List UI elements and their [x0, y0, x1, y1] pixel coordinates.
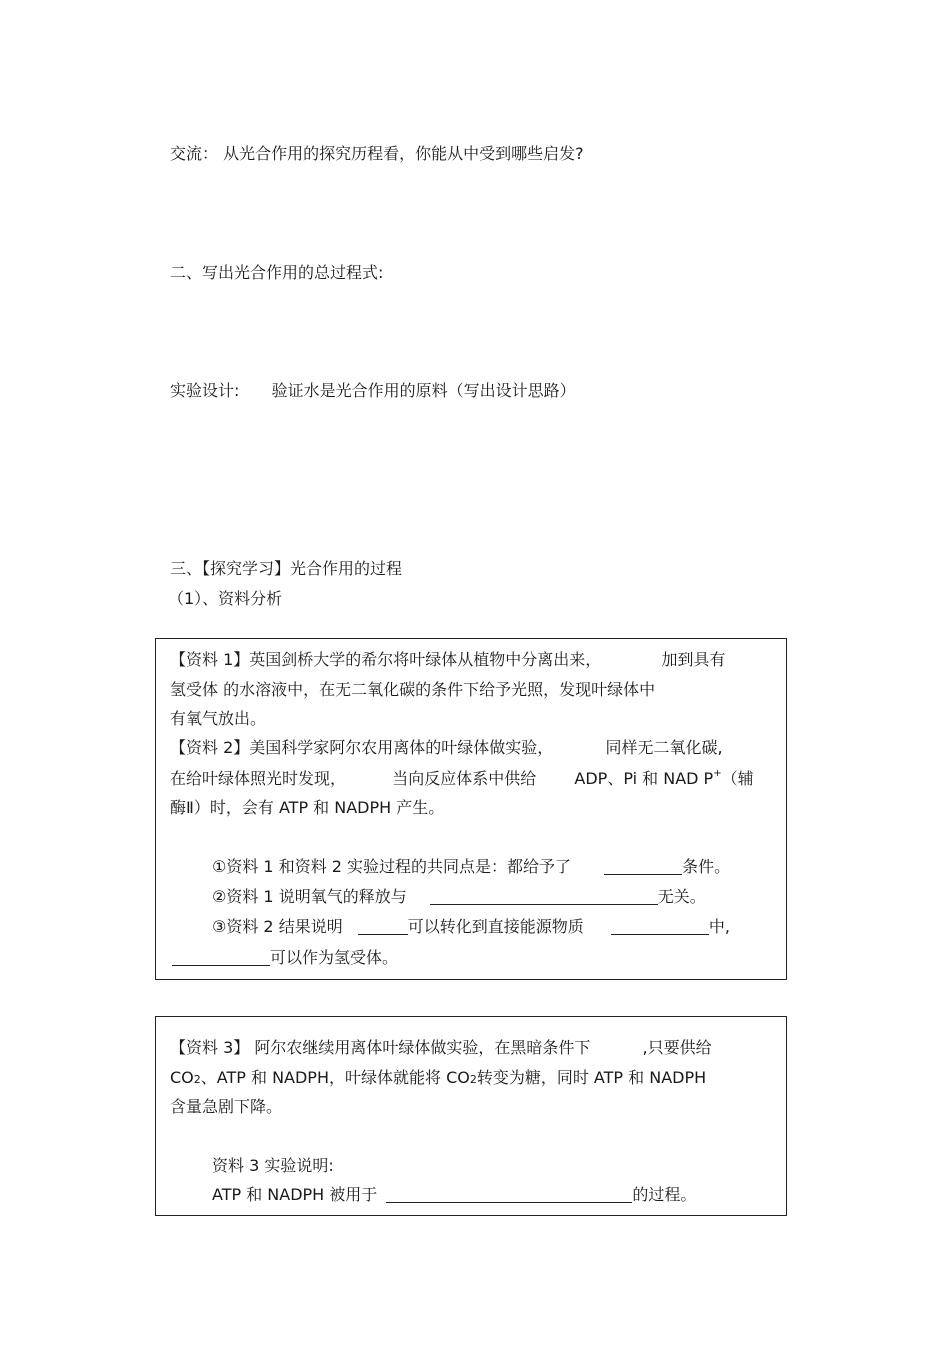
material-2-text: 【资料 2】美国科学家阿尔农用离体的叶绿体做实验，	[170, 738, 554, 757]
question-2	[212, 886, 706, 908]
question-3-text: ③资料 2 结果说明	[212, 917, 343, 936]
question-4	[212, 1184, 696, 1206]
question-3-end: 中,	[708, 917, 730, 936]
material-box-1	[155, 638, 787, 980]
material-1-text: 【资料 1】英国剑桥大学的希尔将叶绿体从植物中分离出来，	[170, 650, 602, 669]
material-2-text-b: 当向反应体系中供给	[392, 769, 537, 788]
material-1-line-1	[170, 649, 725, 671]
exchange-label: 交流：	[170, 144, 219, 163]
material-3-text-c: 转变为糖，同时 ATP 和 NADPH	[476, 1068, 707, 1087]
material-2-line-3: 酶Ⅱ）时，会有 ATP 和 NADPH 产生。	[170, 798, 445, 817]
answer-blank-1[interactable]	[604, 858, 682, 875]
material-3-line-2	[170, 1067, 706, 1091]
co2-text: CO	[170, 1068, 194, 1087]
answer-blank-5[interactable]	[172, 949, 270, 966]
subscript-2: 2	[469, 1073, 477, 1086]
material-box-2	[155, 1016, 787, 1216]
experiment-text: 验证水是光合作用的原料（写出设计思路）	[271, 381, 576, 400]
material-3-line-3: 含量急剧下降。	[170, 1097, 283, 1116]
experiment-line	[170, 380, 576, 402]
answer-blank-4[interactable]	[611, 918, 709, 935]
exchange-line	[170, 143, 584, 165]
question-4-end: 的过程。	[632, 1185, 697, 1204]
experiment-label: 实验设计:	[170, 381, 240, 400]
answer-blank-3[interactable]	[358, 918, 408, 935]
subscript-2: 2	[193, 1073, 201, 1086]
section3-title: 三、【探究学习】光合作用的过程	[170, 559, 403, 578]
superscript-plus: +	[713, 768, 722, 779]
question-3	[212, 916, 730, 938]
question-3-cont-text: 可以作为氢受体。	[270, 948, 399, 967]
question-2-end: 无关。	[657, 887, 706, 906]
question-3-cont	[172, 947, 398, 969]
question-2-text: ②资料 1 说明氧气的释放与	[212, 887, 407, 906]
answer-blank-2[interactable]	[430, 888, 658, 905]
material-2-line-1	[170, 737, 723, 759]
answer-blank-6[interactable]	[386, 1186, 632, 1203]
material-2-text-d: （辅	[721, 769, 754, 788]
question-1-end: 条件。	[682, 857, 731, 876]
material-2-text-end: 同样无二氧化碳,	[605, 738, 723, 757]
material-3-text: 【资料 3】 阿尔农继续用离体叶绿体做实验，在黑暗条件下	[170, 1038, 591, 1057]
material-1-line-2: 氢受体 的水溶液中，在无二氧化碳的条件下给予光照，发现叶绿体中	[170, 680, 656, 699]
material-3-text-b: 、ATP 和 NADPH，叶绿体就能将 CO	[200, 1068, 470, 1087]
question-1-text: ①资料 1 和资料 2 实验过程的共同点是：都给予了	[212, 857, 572, 876]
section2-title: 二、写出光合作用的总过程式:	[170, 263, 384, 282]
material-2-line-2	[170, 768, 754, 790]
question-4-text: ATP 和 NADPH 被用于	[212, 1185, 378, 1204]
material-1-line-3: 有氧气放出。	[170, 709, 267, 728]
material-1-text-end: 加到具有	[661, 650, 726, 669]
exchange-text: 从光合作用的探究历程看，你能从中受到哪些启发?	[223, 144, 584, 163]
material-2-text-a: 在给叶绿体照光时发现，	[170, 769, 347, 788]
material-2-text-c: ADP、Pi 和 NAD P	[574, 769, 714, 788]
question-4-title: 资料 3 实验说明:	[212, 1156, 334, 1175]
section3-subtitle: （1）、资料分析	[168, 589, 283, 608]
material-3-line-1	[170, 1037, 712, 1059]
material-3-text-end: ,只要供给	[642, 1038, 712, 1057]
question-1	[212, 856, 730, 878]
question-3-mid: 可以转化到直接能源物质	[407, 917, 584, 936]
